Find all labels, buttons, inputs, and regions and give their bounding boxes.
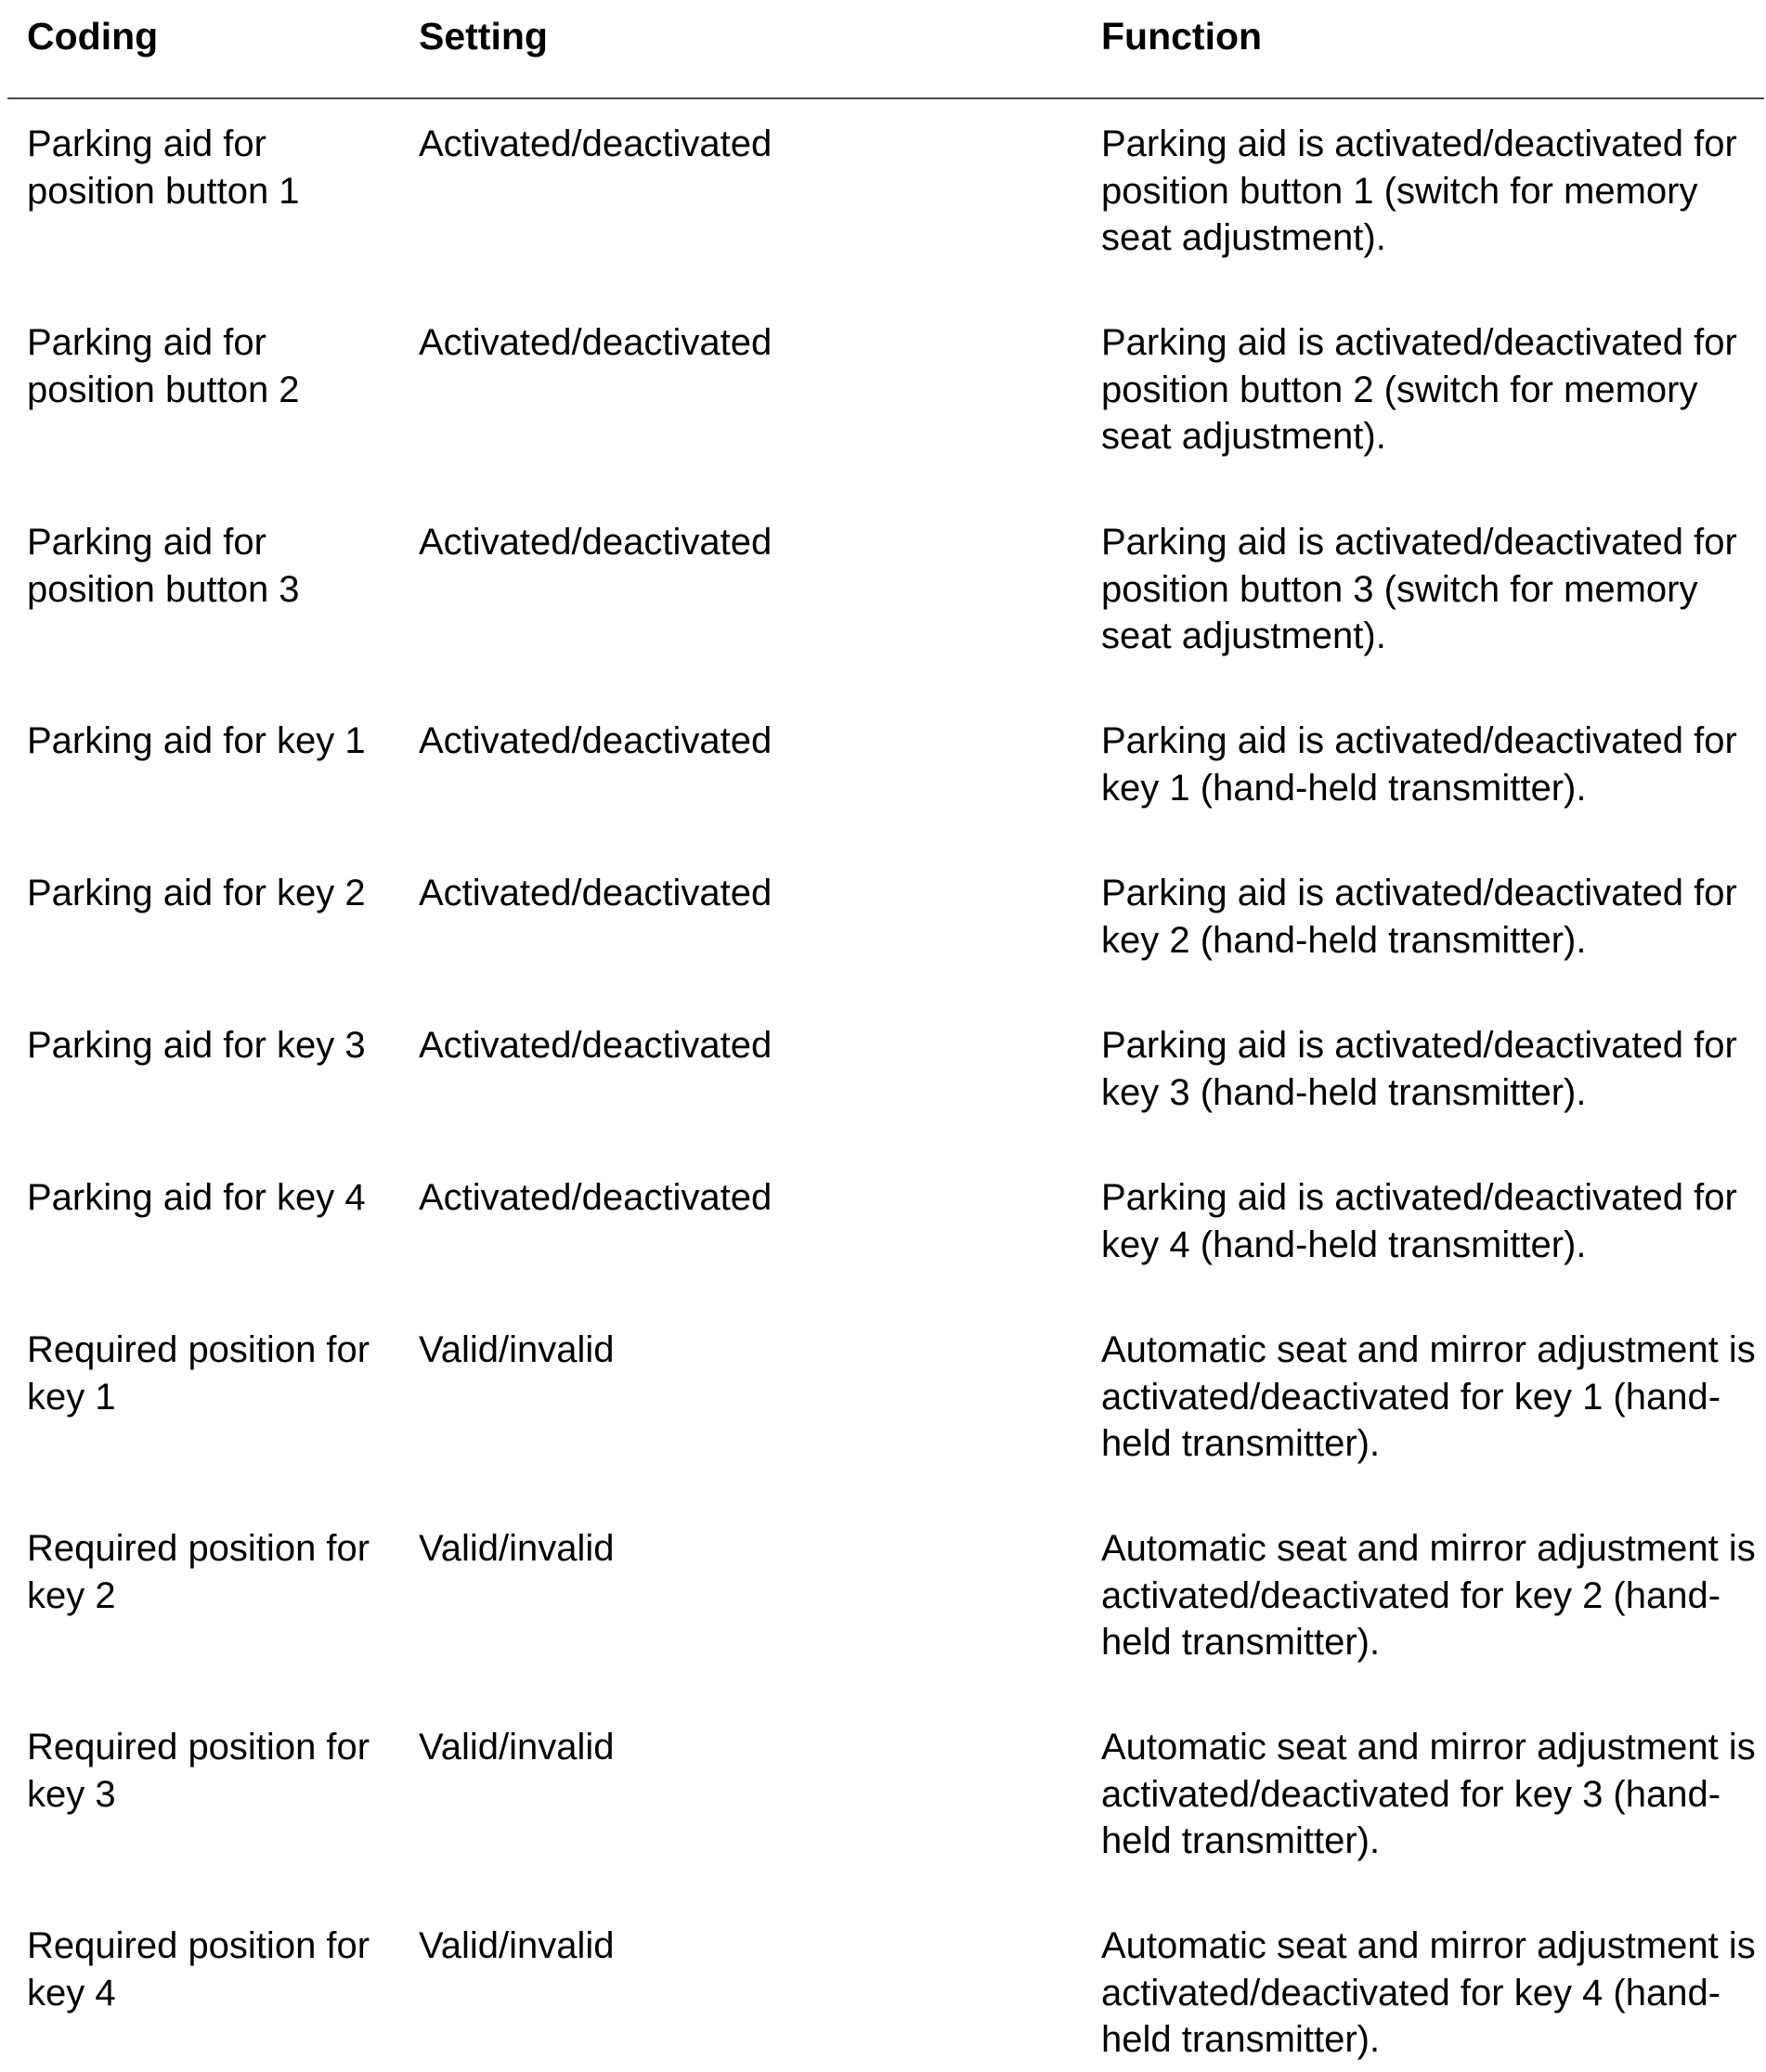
cell-function: Parking aid is activated/deactivated for key 2 (hand-held transmitter). — [1101, 873, 1737, 961]
cell-coding: Parking aid for key 2 — [27, 873, 366, 913]
header-function: Function — [1101, 15, 1263, 58]
cell-function: Parking aid is activated/deactivated for position button 1 (switch for memory seat adjustment). — [1101, 123, 1737, 258]
table-row — [0, 1327, 1766, 1525]
cell-setting: Activated/deactivated — [419, 1025, 773, 1066]
cell-setting: Activated/deactivated — [419, 720, 773, 761]
table-row — [0, 519, 1766, 718]
cell-setting: Activated/deactivated — [419, 1177, 773, 1218]
cell-setting: Valid/invalid — [419, 1727, 615, 1768]
cell-coding: Required position for key 4 — [27, 1925, 370, 2014]
cell-function: Automatic seat and mirror adjustment is activated/deactivated for key 2 (hand-held transmitter). — [1101, 1528, 1756, 1663]
cell-function: Automatic seat and mirror adjustment is activated/deactivated for key 4 (hand-held transmitter). — [1101, 1925, 1756, 2060]
cell-function: Parking aid is activated/deactivated for key 3 (hand-held transmitter). — [1101, 1025, 1737, 1113]
cell-setting: Activated/deactivated — [419, 322, 773, 363]
header-divider — [7, 97, 1764, 99]
cell-setting: Activated/deactivated — [419, 873, 773, 913]
cell-coding: Parking aid for key 4 — [27, 1177, 366, 1218]
cell-coding: Parking aid for position button 2 — [27, 322, 300, 410]
cell-function: Parking aid is activated/deactivated for position button 3 (switch for memory seat adjustment). — [1101, 522, 1737, 656]
cell-setting: Valid/invalid — [419, 1329, 615, 1370]
table-header — [0, 13, 1766, 69]
cell-function: Parking aid is activated/deactivated for position button 2 (switch for memory seat adjustment). — [1101, 322, 1737, 457]
table-row — [0, 1923, 1766, 2071]
table-row — [0, 1724, 1766, 1923]
table-row — [0, 718, 1766, 870]
table-row — [0, 319, 1766, 519]
cell-function: Parking aid is activated/deactivated for key 1 (hand-held transmitter). — [1101, 720, 1737, 809]
cell-setting: Valid/invalid — [419, 1528, 615, 1569]
table-row — [0, 1174, 1766, 1327]
cell-setting: Activated/deactivated — [419, 522, 773, 563]
cell-setting: Activated/deactivated — [419, 123, 773, 164]
table-body — [0, 121, 1766, 2071]
cell-coding: Required position for key 2 — [27, 1528, 370, 1616]
header-coding: Coding — [27, 15, 159, 58]
cell-function: Automatic seat and mirror adjustment is activated/deactivated for key 1 (hand-held transmitter). — [1101, 1329, 1756, 1464]
cell-coding: Parking aid for position button 3 — [27, 522, 300, 610]
table-row — [0, 121, 1766, 319]
table-row — [0, 870, 1766, 1022]
cell-setting: Valid/invalid — [419, 1925, 615, 1966]
header-setting: Setting — [419, 15, 548, 58]
cell-coding: Parking aid for position button 1 — [27, 123, 300, 212]
table-row — [0, 1525, 1766, 1724]
table-row — [0, 1022, 1766, 1174]
cell-coding: Required position for key 3 — [27, 1727, 370, 1815]
cell-coding: Parking aid for key 3 — [27, 1025, 366, 1066]
cell-coding: Required position for key 1 — [27, 1329, 370, 1418]
cell-function: Parking aid is activated/deactivated for key 4 (hand-held transmitter). — [1101, 1177, 1737, 1265]
cell-coding: Parking aid for key 1 — [27, 720, 366, 761]
cell-function: Automatic seat and mirror adjustment is activated/deactivated for key 3 (hand-held transmitter). — [1101, 1727, 1756, 1861]
